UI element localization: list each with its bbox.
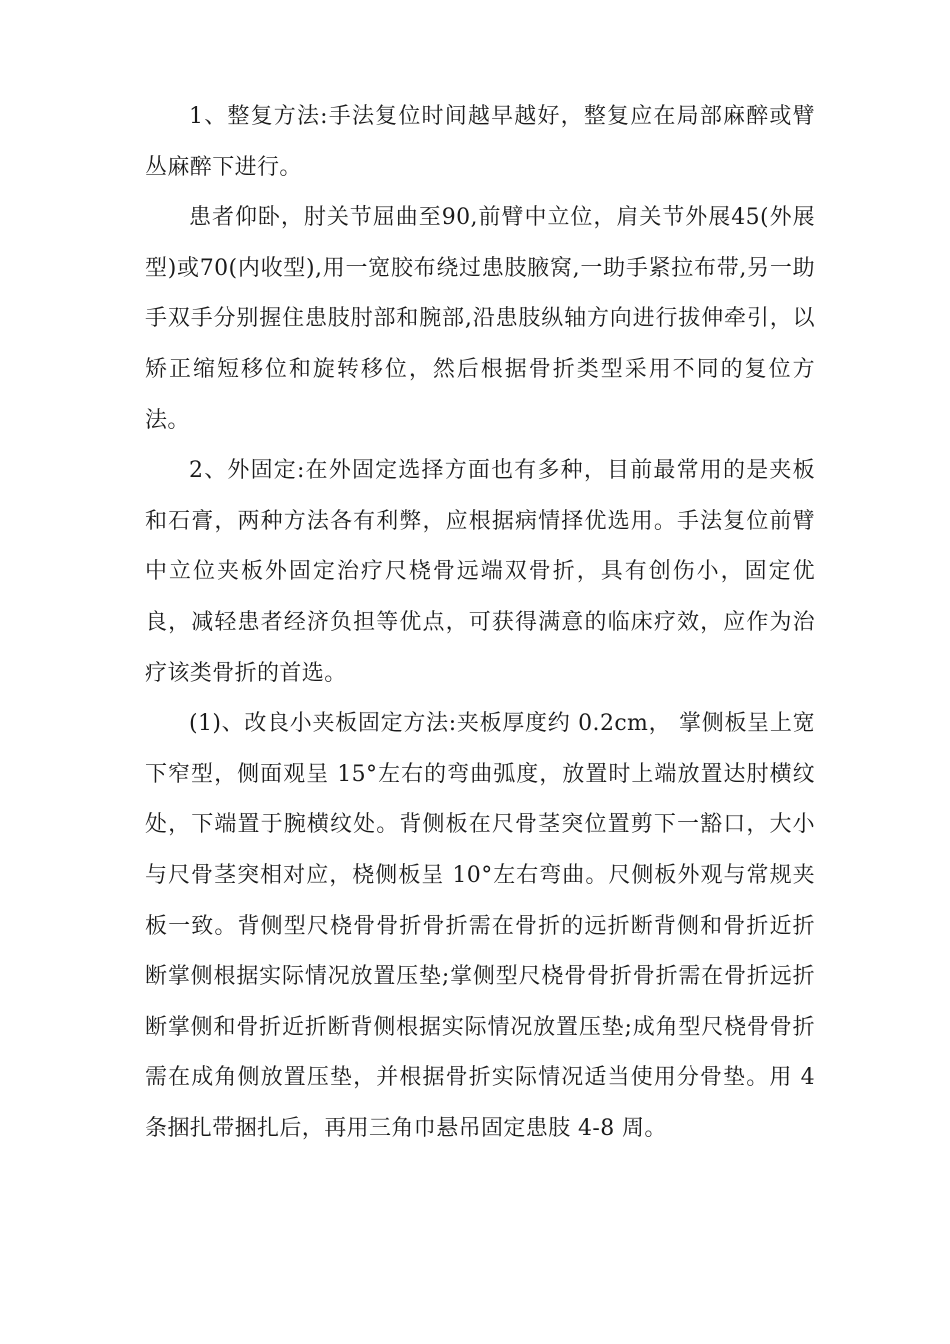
paragraph-reduction-method: 1、整复方法:手法复位时间越早越好，整复应在局部麻醉或臂丛麻醉下进行。 (145, 104, 815, 180)
paragraph-splint-method: (1)、改良小夹板固定方法:夹板厚度约 0.2cm， 掌侧板呈上宽下窄型，侧面观呈 15°左右的弯曲弧度，放置时上端放置达肘横纹处，下端置于腕横纹处。背侧板在尺骨茎突位置剪下一豁口，大小与尺骨茎突相对应，桡侧板呈 10°左右弯曲。尺侧板外观与常规夹板一致。背侧型尺桡骨骨折骨折需在骨折的远折断背侧和骨折近折断掌侧根据实际情况放置压垫;掌侧型尺桡骨骨折骨折需在骨折远折断掌侧和骨折近折断背侧根据实际情况放置压垫;成角型尺桡骨骨折需在成角侧放置压垫，并根据骨折实际情况适当使用分骨垫。用 4 条捆扎带捆扎后，再用三角巾悬吊固定患肢 4-8 周。 (145, 711, 815, 1141)
document-body (145, 92, 815, 1154)
paragraph-external-fixation: 2、外固定:在外固定选择方面也有多种，目前最常用的是夹板和石膏，两种方法各有利弊，应根据病情择优选用。手法复位前臂中立位夹板外固定治疗尺桡骨远端双骨折，具有创伤小，固定优良，减轻患者经济负担等优点，可获得满意的临床疗效，应作为治疗该类骨折的首选。 (145, 458, 815, 686)
paragraph-patient-position: 患者仰卧，肘关节屈曲至90,前臂中立位，肩关节外展45(外展型)或70(内收型),用一宽胶布绕过患肢腋窝,一助手紧拉布带,另一助手双手分别握住患肢肘部和腕部,沿患肢纵轴方向进行拔伸牵引，以矫正缩短移位和旋转移位，然后根据骨折类型采用不同的复位方法。 (145, 205, 815, 433)
